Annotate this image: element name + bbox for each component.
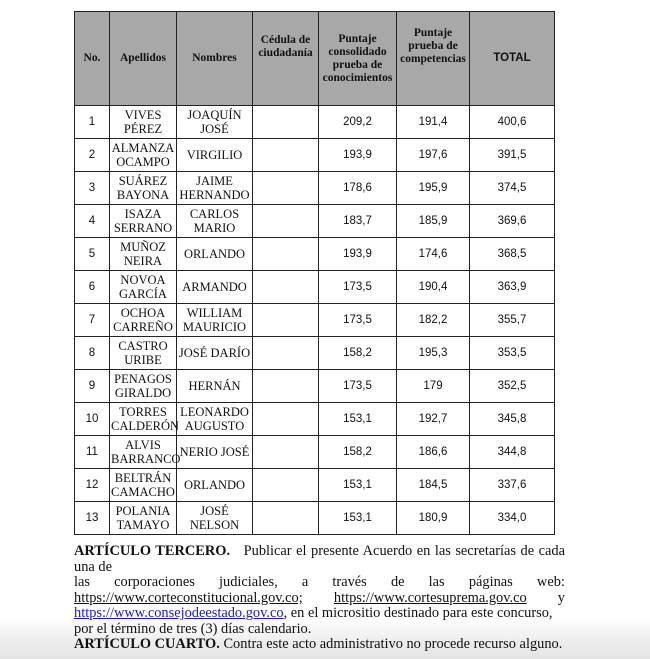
cell-no: 2: [75, 139, 110, 172]
cell-apellidos: SUÁREZ BAYONA: [110, 172, 177, 205]
cell-apellidos: CASTRO URIBE: [110, 337, 177, 370]
cell-nombres: ARMANDO: [177, 271, 253, 304]
table-row: [75, 337, 555, 370]
cell-apellidos: ALMANZA OCAMPO: [110, 139, 177, 172]
cell-nombres: JOAQUÍN JOSÉ: [177, 106, 253, 139]
cell-competencias: 180,9: [397, 502, 470, 535]
cell-nombres: LEONARDO AUGUSTO: [177, 403, 253, 436]
cell-conocimientos: 158,2: [319, 337, 397, 370]
articulo-tercero: [74, 544, 565, 638]
cell-cedula: [253, 172, 319, 205]
cell-total: 355,7: [470, 304, 555, 337]
cell-competencias: 197,6: [397, 139, 470, 172]
link-corte-constitucional[interactable]: https://www.corteconstitucional.gov.co;: [74, 589, 303, 606]
cell-total: 337,6: [470, 469, 555, 502]
cell-conocimientos: 193,9: [319, 238, 397, 271]
cell-competencias: 174,6: [397, 238, 470, 271]
cell-no: 10: [75, 403, 110, 436]
header-nombres: Nombres: [177, 12, 253, 106]
cell-total: 374,5: [470, 172, 555, 205]
cell-no: 7: [75, 304, 110, 337]
cell-total: 344,8: [470, 436, 555, 469]
cell-apellidos: OCHOA CARREÑO: [110, 304, 177, 337]
cell-conocimientos: 193,9: [319, 139, 397, 172]
cell-total: 352,5: [470, 370, 555, 403]
header-apellidos: Apellidos: [110, 12, 177, 106]
cell-cedula: [253, 304, 319, 337]
cell-apellidos: MUÑOZ NEIRA: [110, 238, 177, 271]
cell-competencias: 179: [397, 370, 470, 403]
cell-cedula: [253, 238, 319, 271]
cell-no: 11: [75, 436, 110, 469]
cell-nombres: ORLANDO: [177, 469, 253, 502]
cell-apellidos: ALVIS BARRANCO: [110, 436, 177, 469]
cell-competencias: 191,4: [397, 106, 470, 139]
cell-total: 363,9: [470, 271, 555, 304]
cell-conocimientos: 173,5: [319, 304, 397, 337]
cell-conocimientos: 173,5: [319, 370, 397, 403]
cell-total: 369,6: [470, 205, 555, 238]
cell-total: 353,5: [470, 337, 555, 370]
cell-competencias: 182,2: [397, 304, 470, 337]
cell-cedula: [253, 370, 319, 403]
cell-conocimientos: 209,2: [319, 106, 397, 139]
cell-conocimientos: 153,1: [319, 502, 397, 535]
header-puntaje-competencias: Puntaje prueba de competencias: [397, 12, 470, 106]
cell-nombres: VIRGILIO: [177, 139, 253, 172]
table-row: [75, 172, 555, 205]
table-row: [75, 370, 555, 403]
cell-no: 1: [75, 106, 110, 139]
cell-apellidos: VIVES PÉREZ: [110, 106, 177, 139]
header-puntaje-conocimientos: Puntaje consolidado prueba de conocimientos: [319, 12, 397, 106]
cell-competencias: 195,9: [397, 172, 470, 205]
cell-conocimientos: 158,2: [319, 436, 397, 469]
cell-conocimientos: 173,5: [319, 271, 397, 304]
table-row: [75, 205, 555, 238]
link-consejo-estado[interactable]: https://www.consejodeestado.gov.co: [74, 605, 284, 622]
cell-total: 400,6: [470, 106, 555, 139]
cell-no: 8: [75, 337, 110, 370]
articulo-cuarto: ARTÍCULO CUARTO. Contra este acto administrativo no procede recurso alguno.: [74, 636, 563, 652]
cell-competencias: 185,9: [397, 205, 470, 238]
cell-apellidos: POLANIA TAMAYO: [110, 502, 177, 535]
table-row: [75, 271, 555, 304]
articulo-tercero-line4: https://www.consejodeestado.gov.co, en el micrositio destinado para este concurso,: [74, 605, 553, 622]
table-row: [75, 403, 555, 436]
cell-no: 3: [75, 172, 110, 205]
cell-apellidos: NOVOA GARCÍA: [110, 271, 177, 304]
cell-total: 345,8: [470, 403, 555, 436]
cell-cedula: [253, 436, 319, 469]
link-corte-suprema[interactable]: https://www.cortesuprema.gov.co: [333, 589, 527, 606]
cell-cedula: [253, 139, 319, 172]
header-no: No.: [75, 12, 110, 106]
cell-competencias: 190,4: [397, 271, 470, 304]
table-row: [75, 238, 555, 271]
header-cedula: Cédula de ciudadanía: [253, 12, 319, 106]
cell-cedula: [253, 205, 319, 238]
table-row: [75, 436, 555, 469]
cell-competencias: 186,6: [397, 436, 470, 469]
cell-cedula: [253, 271, 319, 304]
cell-no: 4: [75, 205, 110, 238]
cell-nombres: JOSÉ NELSON: [177, 502, 253, 535]
cell-no: 6: [75, 271, 110, 304]
cell-cedula: [253, 403, 319, 436]
articulo-tercero-line5: por el término de tres (3) días calendario.: [74, 620, 312, 637]
cell-conocimientos: 153,1: [319, 469, 397, 502]
cell-cedula: [253, 502, 319, 535]
cell-conocimientos: 153,1: [319, 403, 397, 436]
header-total: TOTAL: [470, 12, 555, 106]
cell-nombres: WILLIAM MAURICIO: [177, 304, 253, 337]
cell-no: 9: [75, 370, 110, 403]
cell-no: 13: [75, 502, 110, 535]
cell-conocimientos: 183,7: [319, 205, 397, 238]
table-row: [75, 304, 555, 337]
articulo-tercero-line2: las corporaciones judiciales, a través de las páginas web:: [74, 574, 565, 591]
cell-no: 5: [75, 238, 110, 271]
cell-nombres: HERNÁN: [177, 370, 253, 403]
articulo-cuarto-heading: ARTÍCULO CUARTO.: [74, 636, 220, 652]
cell-cedula: [253, 106, 319, 139]
cell-competencias: 192,7: [397, 403, 470, 436]
cell-cedula: [253, 469, 319, 502]
cell-competencias: 184,5: [397, 469, 470, 502]
cell-apellidos: BELTRÁN CAMACHO: [110, 469, 177, 502]
cell-competencias: 195,3: [397, 337, 470, 370]
cell-total: 334,0: [470, 502, 555, 535]
cell-conocimientos: 178,6: [319, 172, 397, 205]
cell-apellidos: PENAGOS GIRALDO: [110, 370, 177, 403]
table-row: [75, 502, 555, 535]
cell-cedula: [253, 337, 319, 370]
cell-apellidos: ISAZA SERRANO: [110, 205, 177, 238]
articulo-tercero-line3: https://www.corteconstitucional.gov.co; https://www.cortesuprema.gov.co y: [74, 589, 565, 606]
articulo-tercero-line1: ARTÍCULO TERCERO. Publicar el presente Acuerdo en las secretarías de cada una de: [74, 543, 566, 575]
table-row: [75, 469, 555, 502]
cell-nombres: JAIME HERNANDO: [177, 172, 253, 205]
cell-apellidos: TORRES CALDERÓN: [110, 403, 177, 436]
cell-no: 12: [75, 469, 110, 502]
results-table: [74, 11, 555, 535]
cell-nombres: NERIO JOSÉ: [177, 436, 253, 469]
cell-total: 368,5: [470, 238, 555, 271]
table-row: [75, 139, 555, 172]
cell-nombres: ORLANDO: [177, 238, 253, 271]
cell-nombres: JOSÉ DARÍO: [177, 337, 253, 370]
table-header-row: [75, 12, 555, 106]
cell-nombres: CARLOS MARIO: [177, 205, 253, 238]
articulo-tercero-heading: ARTÍCULO TERCERO.: [74, 543, 231, 559]
cell-total: 391,5: [470, 139, 555, 172]
table-row: [75, 106, 555, 139]
